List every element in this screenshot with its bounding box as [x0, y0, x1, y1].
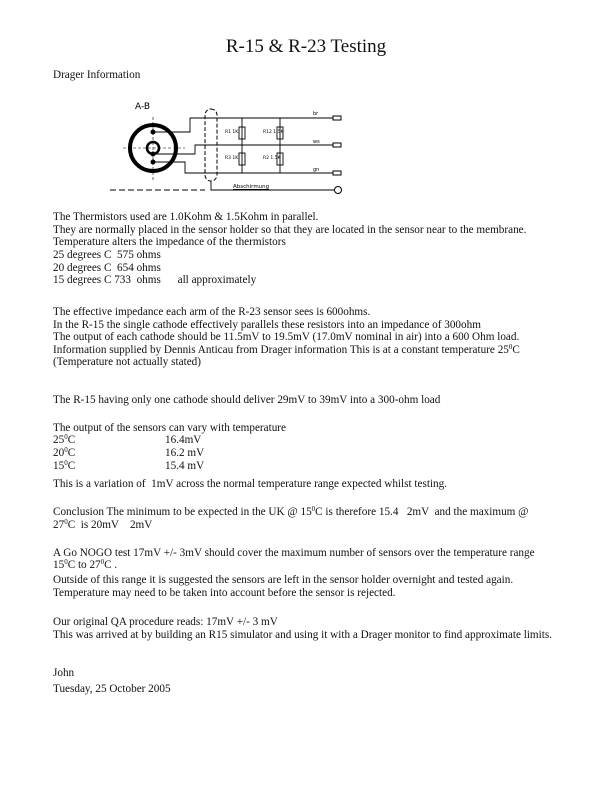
text: C .: [104, 559, 118, 571]
text-line: The output of each cathode should be 11.5mV to 19.5mV (17.0mV nominal in air) into a 600 Ohm load.: [53, 331, 520, 343]
text-line: They are normally placed in the sensor holder so that they are located in the sensor near to the membrane.: [53, 224, 527, 236]
text-line: This is a variation of 1mV across the normal temperature range expected whilst testing.: [53, 478, 448, 490]
text-line: Outside of this range it is suggested the sensors are left in the sensor holder overnight and tested again.: [53, 574, 514, 586]
text: C is therefore 15.4 2mV and the maximum @: [315, 506, 529, 518]
text-line: Our original QA procedure reads: 17mV +/- 3 mV: [53, 616, 278, 628]
wire-label-ws: ws: [313, 139, 320, 145]
signature-name: John: [53, 667, 75, 679]
resistor-label: R3 1K: [225, 156, 239, 161]
text: C to 27: [67, 559, 101, 571]
text-line: In the R-15 the single cathode effectively parallels these resistors into an impedance of 300ohm: [53, 319, 481, 331]
conclusion-line: [53, 506, 528, 519]
resistor-label: R12 1.5K: [263, 130, 284, 135]
text: 15: [53, 559, 65, 571]
unit: C: [67, 460, 76, 472]
degree-sign: 0: [508, 343, 513, 351]
text-line: [53, 559, 117, 572]
conclusion-line: [53, 519, 152, 532]
text-line: Temperature may need to be taken into account before the sensor is rejected.: [53, 587, 396, 599]
text-line: The Thermistors used are 1.0Kohm & 1.5Kohm in parallel.: [53, 211, 319, 223]
signature-date: Tuesday, 25 October 2005: [53, 683, 171, 695]
resistor-label: R2 1.5K: [263, 156, 281, 161]
resistor-label: R1 1K: [225, 130, 239, 135]
unit: C: [67, 434, 76, 446]
unit: C: [512, 344, 520, 356]
text-line: The effective impedance each arm of the R-23 sensor sees is 600ohms.: [53, 306, 371, 318]
shield-label: Abschirmung: [233, 184, 270, 190]
degree-sign: 0: [64, 433, 68, 441]
temp: 15: [53, 460, 65, 472]
text-line: The R-15 having only one cathode should deliver 29mV to 39mV into a 300-ohm load: [53, 394, 441, 406]
table-row-output: 15.4 mV: [165, 460, 205, 472]
temp: 20: [53, 447, 65, 459]
diagram-label: A-B: [135, 102, 151, 112]
degree-sign: 0: [311, 505, 316, 513]
unit: C: [67, 447, 76, 459]
text-line: 25 degrees C 575 ohms: [53, 249, 161, 261]
text: C is 20mV 2mV: [67, 519, 153, 531]
table-row-output: 16.4mV: [165, 434, 202, 446]
text-line: (Temperature not actually stated): [53, 356, 202, 368]
table-heading: The output of the sensors can vary with temperature: [53, 422, 286, 434]
degree-sign: 0: [64, 446, 68, 454]
wire-label-br: br: [313, 111, 319, 117]
page-title: R-15 & R-23 Testing: [225, 36, 387, 57]
text: 27: [53, 519, 65, 531]
wire-label-gn: gn: [313, 167, 320, 173]
degree-sign: 0: [64, 558, 68, 566]
text: Information supplied by Dennis Anticau from Drager information This is at a constant temperature 25: [53, 344, 509, 356]
degree-sign: 0: [64, 459, 68, 467]
temp: 25: [53, 434, 65, 446]
text-line: 20 degrees C 654 ohms: [53, 262, 161, 274]
degree-sign: 0: [100, 558, 105, 566]
text-line: This was arrived at by building an R15 simulator and using it with a Drager monitor to find approximate limits.: [53, 629, 553, 641]
text-line: Temperature alters the impedance of the thermistors: [53, 236, 286, 248]
table-row-temp: [53, 460, 75, 473]
degree-sign: 0: [64, 518, 68, 526]
text-line: 15 degrees C 733 ohms all approximately: [53, 274, 257, 286]
section-heading: Drager Information: [53, 69, 141, 81]
sensor-wiring-diagram: [105, 95, 355, 210]
text-line: A Go NOGO test 17mV +/- 3mV should cover the maximum number of sensors over the temperature range: [53, 547, 535, 559]
table-row-output: 16.2 mV: [165, 447, 205, 459]
text: Conclusion The minimum to be expected in the UK @ 15: [53, 506, 312, 518]
